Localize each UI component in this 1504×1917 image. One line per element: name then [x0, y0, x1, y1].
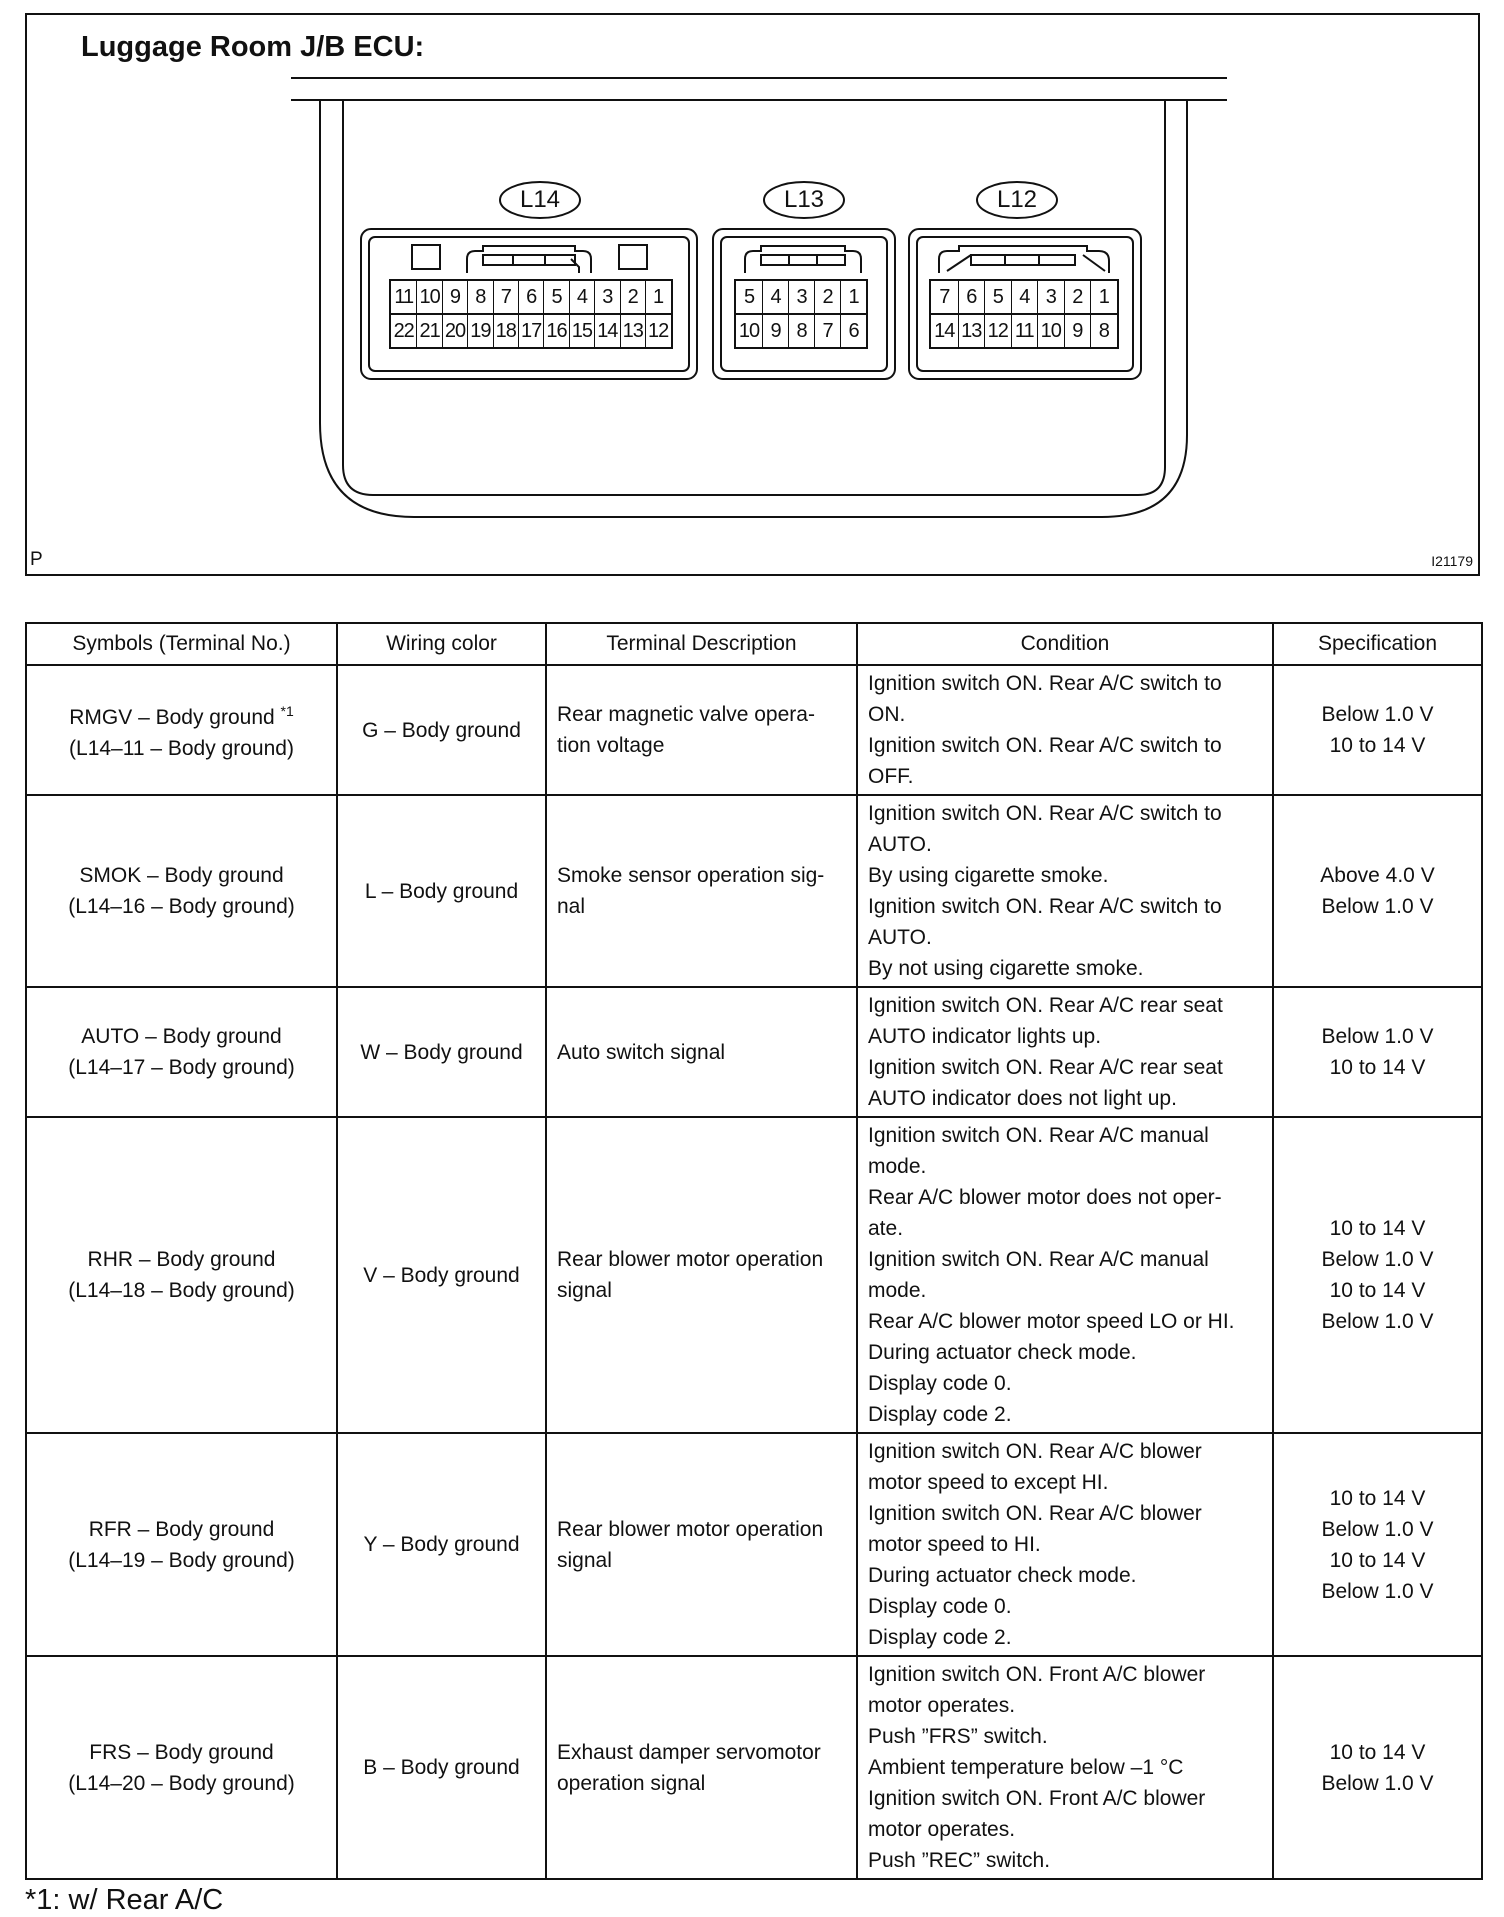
pin: 1 [840, 281, 866, 313]
condition-line: Ignition switch ON. Front A/C blower [868, 1663, 1206, 1686]
figure-letter: P [30, 549, 43, 570]
pin: 2 [620, 281, 645, 313]
pin: 9 [762, 315, 788, 347]
footnote-marker: *1 [280, 703, 294, 719]
symbol-text: RMGV – Body ground [69, 706, 275, 729]
connector-label-l14: L14 [519, 186, 561, 213]
symbol-cell [26, 1433, 337, 1656]
condition-line: motor speed to except HI. [868, 1471, 1109, 1494]
symbol-cell [26, 795, 337, 987]
description-cell [546, 1433, 857, 1656]
l12-bottom-pin-row [931, 315, 1117, 347]
description-line: Exhaust damper servomotor [557, 1740, 821, 1764]
pin: 8 [467, 281, 492, 313]
condition-line: Push ”REC” switch. [868, 1849, 1051, 1872]
condition-line: Ignition switch ON. Rear A/C manual [868, 1248, 1209, 1271]
connector-label-l12: L12 [996, 186, 1038, 213]
condition-line: Ignition switch ON. Rear A/C rear seat [868, 1056, 1223, 1079]
pin: 19 [467, 315, 492, 347]
symbol-cell [26, 1656, 337, 1879]
pin: 20 [442, 315, 467, 347]
condition-line: ate. [868, 1217, 904, 1240]
pin: 11 [1011, 315, 1038, 347]
condition-cell [857, 795, 1273, 987]
description-line: Rear blower motor operation [557, 1517, 824, 1541]
spec-line: 10 to 14 V [1329, 1279, 1426, 1302]
spec-line: Below 1.0 V [1321, 1771, 1434, 1795]
condition-line: Ignition switch ON. Rear A/C switch to [868, 895, 1222, 918]
condition-line: Display code 2. [868, 1403, 1012, 1426]
description-line: Rear blower motor operation [557, 1248, 824, 1271]
pin: 10 [1037, 315, 1064, 347]
pin: 1 [1090, 281, 1117, 313]
specification-cell [1273, 795, 1482, 987]
description-line: tion voltage [557, 734, 665, 757]
pin: 22 [393, 320, 414, 342]
condition-line: Ignition switch ON. Rear A/C blower [868, 1440, 1202, 1463]
symbol-text: AUTO – Body ground [81, 1025, 282, 1048]
pin: 17 [518, 315, 543, 347]
specification-cell [1273, 1433, 1482, 1656]
terminal-spec-table [25, 622, 1483, 1880]
condition-line: Ignition switch ON. Rear A/C switch to [868, 802, 1222, 825]
pin: 3 [594, 281, 619, 313]
condition-line: Ignition switch ON. Front A/C blower [868, 1787, 1206, 1810]
spec-line: 10 to 14 V [1329, 1740, 1426, 1764]
condition-line: Display code 2. [868, 1626, 1012, 1649]
spec-line: Below 1.0 V [1321, 703, 1434, 726]
footnote: *1: w/ Rear A/C [25, 1884, 224, 1916]
condition-line: AUTO. [868, 833, 932, 856]
condition-line: By using cigarette smoke. [868, 864, 1109, 887]
pin: 9 [1064, 315, 1091, 347]
spec-line: Below 1.0 V [1321, 1025, 1434, 1048]
condition-line: Ignition switch ON. Rear A/C switch to [868, 734, 1222, 757]
description-line: Smoke sensor operation sig- [557, 864, 825, 887]
pin: 12 [984, 315, 1011, 347]
pin: 3 [788, 281, 814, 313]
pin: 11 [394, 286, 414, 308]
l13-top-pin-row [736, 281, 866, 313]
pin: 5 [743, 286, 755, 308]
condition-line: motor operates. [868, 1694, 1016, 1717]
pin: 15 [569, 315, 594, 347]
condition-line: By not using cigarette smoke. [868, 957, 1144, 980]
pin: 13 [958, 315, 985, 347]
figure-code: I21179 [1431, 553, 1473, 569]
connector-diagram [25, 13, 1480, 576]
condition-cell [857, 1433, 1273, 1656]
spec-line: 10 to 14 V [1329, 1548, 1426, 1572]
pin: 14 [594, 315, 619, 347]
column-header: Symbols (Terminal No.) [26, 623, 337, 665]
condition-line: AUTO indicator does not light up. [868, 1087, 1177, 1110]
condition-line: During actuator check mode. [868, 1341, 1137, 1364]
pin: 6 [958, 281, 985, 313]
description-line: Auto switch signal [557, 1040, 726, 1064]
pin: 12 [645, 315, 670, 347]
condition-line: Ignition switch ON. Rear A/C manual [868, 1124, 1209, 1147]
table-row [26, 665, 1482, 795]
wiring-cell: G – Body ground [337, 665, 546, 795]
condition-cell [857, 665, 1273, 795]
condition-cell [857, 1656, 1273, 1879]
spec-line: Below 1.0 V [1321, 1579, 1434, 1603]
pin: 7 [493, 281, 518, 313]
terminal-text: (L14–19 – Body ground) [68, 1548, 295, 1572]
description-cell [546, 665, 857, 795]
pin: 4 [762, 281, 788, 313]
spec-line: Below 1.0 V [1321, 895, 1434, 918]
wiring-cell: Y – Body ground [337, 1433, 546, 1656]
pin: 1 [645, 281, 670, 313]
condition-line: Rear A/C blower motor does not oper- [868, 1186, 1222, 1209]
wiring-cell: L – Body ground [337, 795, 546, 987]
condition-line: motor operates. [868, 1818, 1016, 1841]
specification-cell [1273, 665, 1482, 795]
condition-line: Rear A/C blower motor speed LO or HI. [868, 1310, 1235, 1333]
wiring-cell: W – Body ground [337, 987, 546, 1117]
condition-line: OFF. [868, 765, 914, 788]
description-cell [546, 1656, 857, 1879]
pin: 4 [1011, 281, 1038, 313]
pin: 16 [543, 315, 568, 347]
connector-label-l13: L13 [783, 186, 825, 213]
column-header: Condition [857, 623, 1273, 665]
spec-line: 10 to 14 V [1329, 734, 1426, 757]
pin: 10 [416, 281, 441, 313]
specification-cell [1273, 987, 1482, 1117]
l13-bottom-pin-row [736, 315, 866, 347]
table-row [26, 795, 1482, 987]
pin: 7 [814, 315, 840, 347]
description-cell [546, 795, 857, 987]
l14-top-pin-row [391, 281, 671, 313]
symbol-text: RFR – Body ground [88, 1517, 275, 1541]
spec-line: 10 to 14 V [1329, 1056, 1426, 1079]
condition-line: During actuator check mode. [868, 1564, 1137, 1587]
condition-line: Ignition switch ON. Rear A/C switch to [868, 672, 1222, 695]
table-header-row [26, 623, 1482, 665]
condition-cell [857, 1117, 1273, 1433]
pin: 3 [1037, 281, 1064, 313]
terminal-text: (L14–16 – Body ground) [68, 895, 295, 918]
condition-line: Display code 0. [868, 1595, 1012, 1618]
terminal-text: (L14–11 – Body ground) [69, 737, 294, 760]
condition-line: Push ”FRS” switch. [868, 1725, 1048, 1748]
wiring-cell: V – Body ground [337, 1117, 546, 1433]
l14-bottom-pin-row [391, 315, 671, 347]
pin: 8 [1090, 315, 1117, 347]
description-cell [546, 987, 857, 1117]
spec-line: Below 1.0 V [1321, 1310, 1434, 1333]
table-row [26, 1656, 1482, 1879]
pin: 13 [620, 315, 645, 347]
condition-line: mode. [868, 1155, 927, 1178]
condition-cell [857, 987, 1273, 1117]
pin: 7 [939, 286, 950, 308]
specification-cell [1273, 1656, 1482, 1879]
l12-top-pin-row [931, 281, 1117, 313]
spec-line: Above 4.0 V [1320, 864, 1435, 887]
symbol-text: RHR – Body ground [87, 1248, 276, 1271]
description-line: signal [557, 1548, 612, 1572]
pin: 6 [518, 281, 543, 313]
pin: 10 [738, 320, 760, 342]
column-header: Wiring color [337, 623, 546, 665]
condition-line: ON. [868, 703, 906, 726]
pin: 14 [934, 320, 955, 342]
terminal-text: (L14–20 – Body ground) [68, 1771, 295, 1795]
condition-line: Ignition switch ON. Rear A/C blower [868, 1502, 1202, 1525]
condition-line: AUTO indicator lights up. [868, 1025, 1102, 1048]
condition-line: Ignition switch ON. Rear A/C rear seat [868, 994, 1223, 1017]
column-header: Specification [1273, 623, 1482, 665]
specification-cell [1273, 1117, 1482, 1433]
description-cell [546, 1117, 857, 1433]
diagram-title: Luggage Room J/B ECU: [81, 31, 425, 63]
symbol-cell [26, 987, 337, 1117]
symbol-cell [26, 1117, 337, 1433]
pin: 8 [788, 315, 814, 347]
symbol-text: FRS – Body ground [89, 1740, 274, 1764]
pin: 5 [984, 281, 1011, 313]
pin: 18 [493, 315, 518, 347]
pin: 5 [543, 281, 568, 313]
symbol-text: SMOK – Body ground [79, 864, 284, 887]
pin: 21 [416, 315, 441, 347]
description-line: operation signal [557, 1771, 706, 1795]
condition-line: AUTO. [868, 926, 932, 949]
spec-line: 10 to 14 V [1329, 1486, 1426, 1510]
symbol-cell [26, 665, 337, 795]
pin: 9 [442, 281, 467, 313]
pin: 4 [569, 281, 594, 313]
pin: 6 [840, 315, 866, 347]
description-line: nal [557, 895, 586, 918]
pin: 2 [1064, 281, 1091, 313]
terminal-text: (L14–17 – Body ground) [68, 1056, 295, 1079]
spec-line: Below 1.0 V [1321, 1517, 1434, 1541]
description-line: Rear magnetic valve opera- [557, 703, 815, 726]
table-row [26, 1117, 1482, 1433]
column-header: Terminal Description [546, 623, 857, 665]
table-row [26, 1433, 1482, 1656]
condition-line: mode. [868, 1279, 927, 1302]
terminal-text: (L14–18 – Body ground) [68, 1279, 295, 1302]
description-line: signal [557, 1279, 612, 1302]
condition-line: Ambient temperature below –1 °C [868, 1756, 1184, 1779]
wiring-cell: B – Body ground [337, 1656, 546, 1879]
spec-line: Below 1.0 V [1321, 1248, 1434, 1271]
spec-line: 10 to 14 V [1329, 1217, 1426, 1240]
pin: 2 [814, 281, 840, 313]
condition-line: Display code 0. [868, 1372, 1012, 1395]
condition-line: motor speed to HI. [868, 1533, 1041, 1556]
table-row [26, 987, 1482, 1117]
